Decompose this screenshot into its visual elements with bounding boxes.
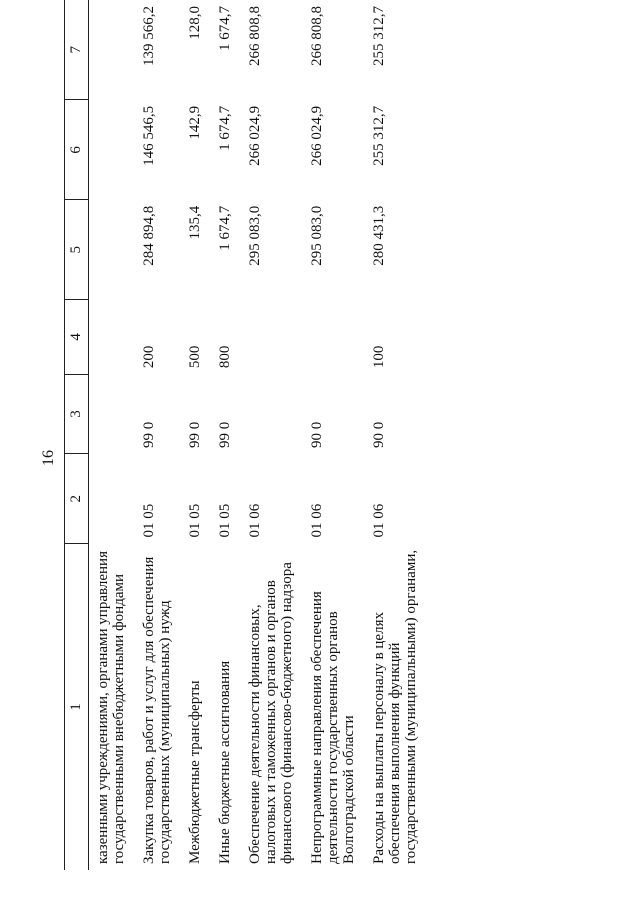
row-value-5: 135,4 <box>187 205 203 240</box>
row-section <box>89 454 136 544</box>
row-target: 99 0 <box>187 421 203 448</box>
header-row <box>65 0 89 870</box>
row-target: 90 0 <box>309 421 325 448</box>
row-section: 01 06 <box>371 503 387 538</box>
row-value-7 <box>89 0 136 100</box>
row-expense-type <box>89 300 136 374</box>
row-value-6: 146 546,5 <box>141 105 157 166</box>
row-name: Иные бюджетные ассигнования <box>217 660 233 864</box>
row-value-5: 280 431,3 <box>371 205 387 266</box>
row-value-7: 266 808,8 <box>247 6 263 66</box>
row-value-6: 142,9 <box>187 105 203 140</box>
row-target <box>89 374 136 454</box>
row-name: Закупка товаров, работ и услуг для обеспечения государственных (муниципальных) нужд <box>141 556 173 864</box>
col-header-2: 2 <box>65 454 89 544</box>
row-section: 01 06 <box>247 503 263 538</box>
row-expense-type: 500 <box>187 345 203 369</box>
col-header-7: 7 <box>65 0 89 100</box>
row-value-7: 266 808,8 <box>309 6 325 66</box>
row-value-5: 295 083,0 <box>247 205 263 266</box>
col-header-4: 4 <box>65 300 89 374</box>
col-header-1: 1 <box>65 544 89 871</box>
table-row <box>303 0 365 870</box>
row-section: 01 06 <box>309 503 325 538</box>
col-header-3: 3 <box>65 374 89 454</box>
row-value-6: 266 024,9 <box>247 105 263 166</box>
table-row <box>241 0 303 870</box>
row-target: 99 0 <box>217 421 233 448</box>
row-expense-type: 100 <box>371 345 387 369</box>
row-target: 90 0 <box>371 421 387 448</box>
row-section: 01 05 <box>217 503 233 538</box>
row-name: Непрограммные направления обеспечения деятельности государственных органов Волгоградской области <box>309 591 357 864</box>
row-expense-type <box>241 300 303 374</box>
row-value-7: 255 312,7 <box>371 6 387 66</box>
row-section: 01 05 <box>187 503 203 538</box>
row-expense-type: 800 <box>217 345 233 369</box>
row-target: 99 0 <box>141 421 157 448</box>
row-expense-type: 200 <box>141 345 157 369</box>
row-value-6: 1 674,7 <box>217 105 233 151</box>
row-value-6: 266 024,9 <box>309 105 325 166</box>
table-row <box>89 0 136 870</box>
budget-table <box>64 0 427 870</box>
row-value-5: 1 674,7 <box>217 205 233 251</box>
row-name: Расходы на выплаты персоналу в целях обеспечения выполнения функций государственными (муниципальными) органами, <box>371 549 419 864</box>
row-value-7: 139 566,2 <box>141 6 157 66</box>
row-name: Обеспечение деятельности финансовых, налоговых и таможенных органов и органов финансового (финансово-бюджетного) надзора <box>247 562 295 864</box>
col-header-5: 5 <box>65 200 89 300</box>
row-value-6: 255 312,7 <box>371 105 387 166</box>
table-row <box>135 0 181 870</box>
row-value-7: 1 674,7 <box>217 6 233 51</box>
row-value-5: 295 083,0 <box>309 205 325 266</box>
row-expense-type <box>303 300 365 374</box>
table-row <box>211 0 241 870</box>
table-body <box>89 0 428 870</box>
row-name: Межбюджетные трансферты <box>187 680 203 864</box>
row-value-5: 284 894,8 <box>141 205 157 266</box>
page-number: 16 <box>40 450 57 466</box>
row-value-7: 128,0 <box>187 6 203 40</box>
row-value-5 <box>89 200 136 300</box>
col-header-6: 6 <box>65 100 89 200</box>
row-section: 01 05 <box>141 503 157 538</box>
table-row <box>181 0 211 870</box>
row-value-6 <box>89 100 136 200</box>
row-target <box>241 374 303 454</box>
table-row <box>365 0 427 870</box>
row-name: казенными учреждениями, органами управления государственными внебюджетными фондами <box>95 551 127 864</box>
